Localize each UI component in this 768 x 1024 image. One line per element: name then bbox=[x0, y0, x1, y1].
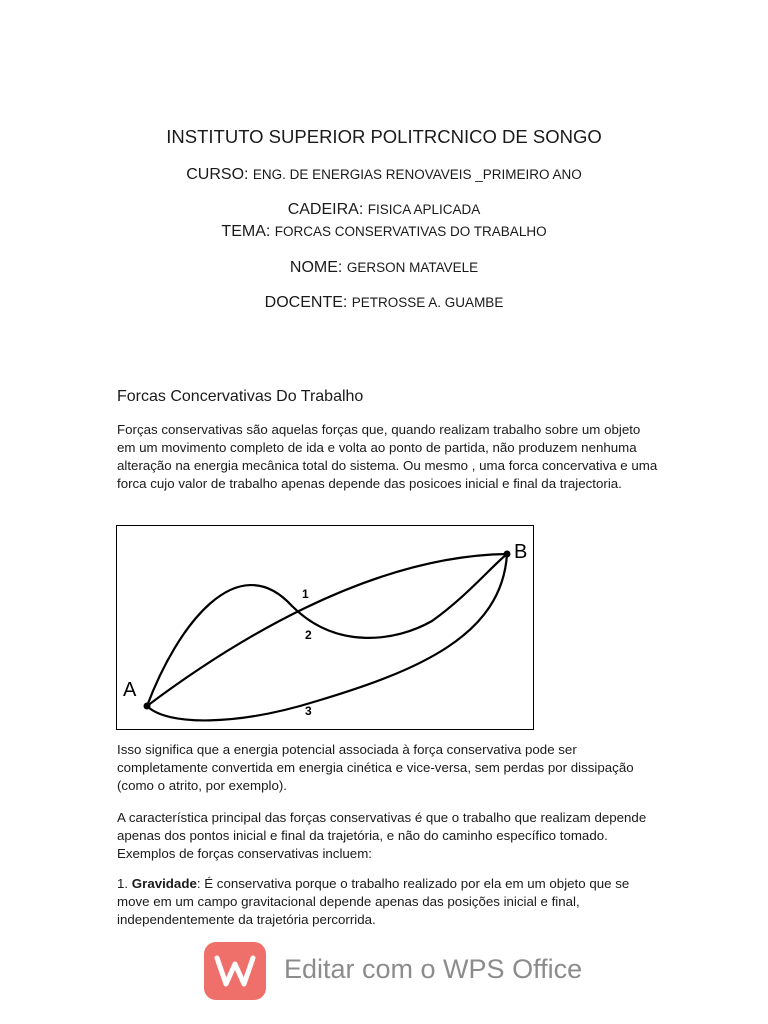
gravity-description: : É conservativa porque o trabalho realizado por ela em um objeto que se move em um campo gravitacional depende apenas das posições inicial e final, independentemente da trajetória percorrida. bbox=[117, 876, 630, 927]
point-b-label: B bbox=[514, 541, 528, 563]
path-2-curve bbox=[147, 554, 507, 706]
curso-line bbox=[0, 166, 768, 184]
path-1-label: 1 bbox=[302, 587, 309, 601]
tema-line bbox=[0, 223, 768, 241]
docente-line bbox=[0, 294, 768, 312]
institution-title: INSTITUTO SUPERIOR POLITRCNICO DE SONGO bbox=[166, 126, 602, 147]
path-diagram-svg bbox=[117, 526, 535, 731]
wps-logo-icon bbox=[204, 942, 266, 1000]
tema-value: FORCAS CONSERVATIVAS DO TRABALHO bbox=[274, 224, 547, 239]
wps-edit-text[interactable]: Editar com o WPS Office bbox=[284, 954, 583, 984]
point-a-marker bbox=[144, 703, 151, 710]
nome-line bbox=[0, 259, 768, 277]
nome-value: GERSON MATAVELE bbox=[346, 260, 479, 275]
paragraph-gravity bbox=[117, 875, 662, 929]
paragraph-energy: Isso significa que a energia potencial associada à força conservativa pode ser completamente convertida em energia cinética e vice-versa, sem perdas por dissipação (como o atrito, por exemplo). bbox=[117, 742, 634, 793]
docente-value: PETROSSE A. GUAMBE bbox=[351, 295, 504, 310]
path-3-label: 3 bbox=[305, 704, 312, 718]
point-a-label: A bbox=[123, 679, 137, 701]
paragraph-characteristic: A característica principal das forças conservativas é que o trabalho que realizam depende apenas dos pontos inicial e final da trajetória, e não do caminho específico tomado. Exemplos de forças conservativas incluem: bbox=[117, 810, 647, 861]
cadeira-line bbox=[0, 201, 768, 219]
section-heading: Forcas Concervativas Do Trabalho bbox=[117, 388, 364, 405]
cadeira-label: CADEIRA: bbox=[287, 201, 364, 218]
path-diagram bbox=[116, 525, 534, 730]
nome-label: NOME: bbox=[289, 259, 343, 276]
path-3-curve bbox=[147, 554, 507, 720]
paragraph-definition: Forças conservativas são aquelas forças que, quando realizam trabalho sobre um objeto em um movimento completo de ida e volta ao ponto de partida, não produzem nenhuma alteração na energia mecânica total do sistema. Ou mesmo , uma forca concervativa e uma forca cujo valor de trabalho apenas depende das posicoes inicial e final da trajectoria. bbox=[117, 422, 658, 491]
docente-label: DOCENTE: bbox=[264, 294, 348, 311]
tema-label: TEMA: bbox=[221, 223, 271, 240]
cadeira-value: FISICA APLICADA bbox=[367, 202, 481, 217]
curso-label: CURSO: bbox=[186, 166, 249, 183]
curso-value: ENG. DE ENERGIAS RENOVAVEIS _PRIMEIRO ANO bbox=[252, 167, 582, 182]
list-number: 1. bbox=[117, 876, 132, 891]
gravity-term: Gravidade bbox=[131, 876, 197, 891]
point-b-marker bbox=[504, 551, 511, 558]
path-2-label: 2 bbox=[305, 628, 312, 642]
